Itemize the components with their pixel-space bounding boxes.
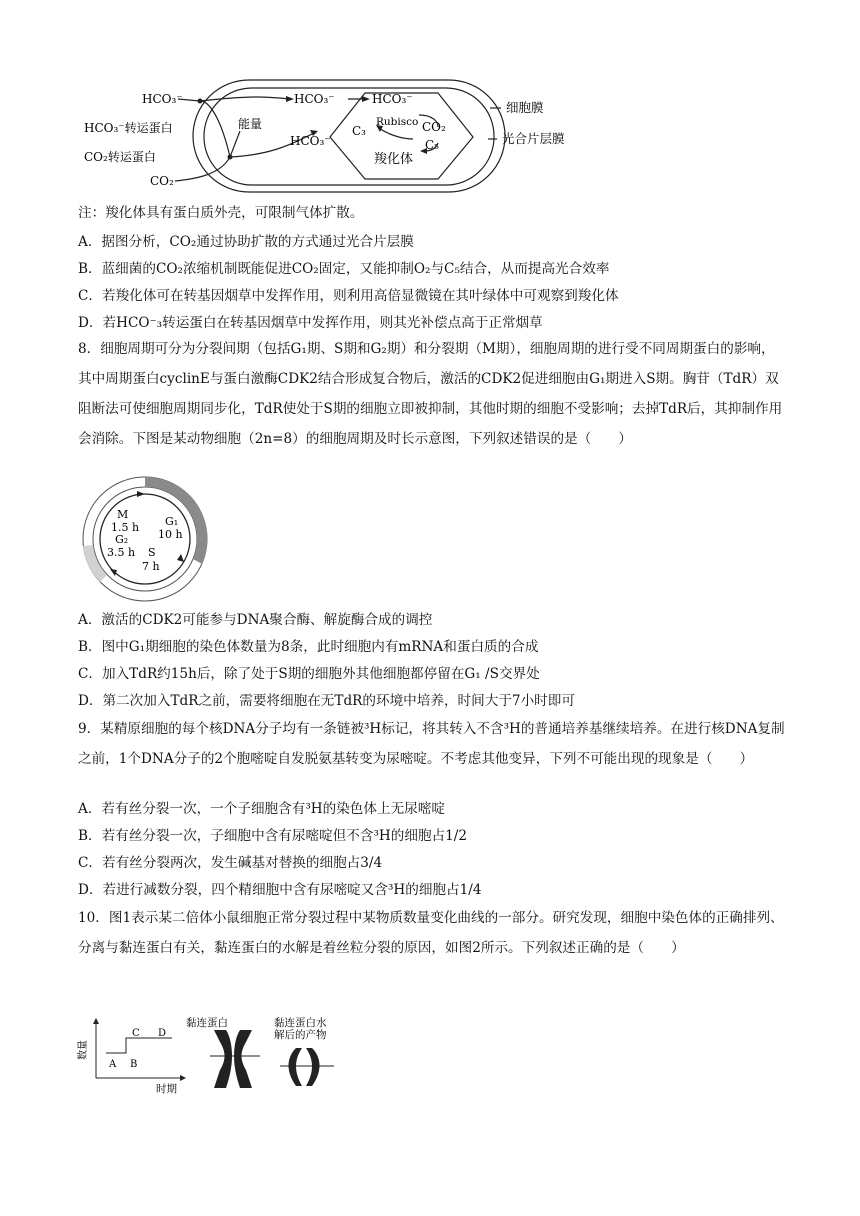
point-b-label: B (130, 1059, 138, 1070)
q9-option-d: D．若进行减数分裂，四个精细胞中含有尿嘧啶又含³H的细胞占1/4 (78, 882, 482, 898)
q9-stem: 9．某精原细胞的每个核DNA分子均有一条链被³H标记，将其转入不含³H的普通培养基继续培养。在进行核DNA复制之前，1个DNA分子的2个胞嘧啶自发脱氨基转变为尿嘧啶。不考虑其他变异，下列不可能出现的现象是（ ） (78, 721, 785, 767)
q7-option-c: C．若羧化体可在转基因烟草中发挥作用，则利用高倍显微镜在其叶绿体中可观察到羧化体 (78, 288, 619, 304)
cohesin-label: 黏连蛋白 (186, 1017, 228, 1029)
cohesin-product-label-line2: 解后的产物 (274, 1029, 327, 1041)
c5-label: C₅ (425, 138, 439, 152)
q9-option-c: C．若有丝分裂两次，发生碱基对替换的细胞占3/4 (78, 855, 383, 871)
thylakoid-membrane-outline (204, 88, 494, 185)
point-d-label: D (158, 1028, 167, 1039)
point-a-label: A (109, 1059, 117, 1070)
q9-option-b: B．若有丝分裂一次，子细胞中含有尿嘧啶但不含³H的细胞占1/2 (78, 828, 468, 844)
separated-chromatids (289, 1048, 320, 1086)
hco3-transporter-label: HCO₃⁻转运蛋白 (84, 121, 173, 135)
x-axis-label: 时期 (156, 1083, 177, 1095)
q7-option-a: A．据图分析，CO₂通过协助扩散的方式通过光合片层膜 (78, 234, 414, 250)
quantity-curve (106, 1038, 172, 1053)
m-phase-label: M (117, 508, 129, 521)
point-c-label: C (132, 1028, 140, 1039)
energy-label: 能量 (238, 117, 263, 131)
hco3-thylakoid-label: HCO₃⁻ (290, 134, 331, 148)
q9-option-a: A．若有丝分裂一次，一个子细胞含有³H的染色体上无尿嘧啶 (78, 801, 445, 817)
co2-transporter-label: CO₂转运蛋白 (84, 150, 156, 164)
cohesin-product-label-line1: 黏连蛋白水 (274, 1017, 327, 1029)
m-phase-time: 1.5 h (111, 521, 140, 534)
q7-option-b: B．蓝细菌的CO₂浓缩机制既能促进CO₂固定，又能抑制O₂与C₅结合，从而提高光合效率 (78, 261, 610, 277)
g1-phase-time: 10 h (158, 528, 183, 541)
g2-phase-label: G₂ (115, 533, 129, 546)
q7-option-d: D．若HCO⁻₃转运蛋白在转基因烟草中发挥作用，则其光补偿点高于正常烟草 (78, 315, 543, 331)
thylakoid-membrane-label: 光合片层膜 (502, 131, 565, 146)
s-phase-time: 7 h (142, 560, 160, 573)
co2-outside-label: CO₂ (150, 174, 174, 188)
s-phase-label: S (148, 546, 156, 559)
g2-phase-time: 3.5 h (107, 546, 136, 559)
hco3-outside-label: HCO₃⁻ (142, 92, 183, 106)
c3-label: C₃ (352, 124, 366, 138)
rubisco-label: Rubisco (376, 116, 419, 128)
chromosome-with-cohesin (214, 1030, 252, 1088)
q10-figure (74, 1016, 344, 1096)
q8-option-c: C．加入TdR约15h后，除了处于S期的细胞外其他细胞都停留在G₁ /S交界处 (78, 666, 540, 682)
y-axis-label: 数量 (78, 1040, 89, 1060)
q8-option-d: D．第二次加入TdR之前，需要将细胞在无TdR的环境中培养，时间大于7小时即可 (78, 693, 575, 709)
co2-carboxysome-label: CO₂ (422, 120, 446, 134)
hco3-carboxysome-label: HCO₃⁻ (372, 92, 413, 106)
q10-stem: 10．图1表示某二倍体小鼠细胞正常分裂过程中某物质数量变化曲线的一部分。研究发现，细胞中染色体的正确排列、分离与黏连蛋白有关，黏连蛋白的水解是着丝粒分裂的原因，如图2所示。下列叙述正确的是（ ） (78, 910, 784, 956)
q8-stem: 8．细胞周期可分为分裂间期（包括G₁期、S期和G₂期）和分裂期（M期），细胞周期的进行受不同周期蛋白的影响，其中周期蛋白cyclinE与蛋白激酶CDK2结合形成复合物后，激活的CDK2促进细胞由G₁期进入S期。胸苷（TdR）双阻断法可使细胞周期同步化，TdR使处于S期的细胞立即被抑制，其他时期的细胞不受影响；去掉TdR后，其抑制作用会消除。下图是某动物细胞（2n=8）的细胞周期及时长示意图，下列叙述错误的是（ ） (78, 341, 783, 447)
q8-option-a: A．激活的CDK2可能参与DNA聚合酶、解旋酶合成的调控 (78, 612, 433, 628)
q7-note: 注：羧化体具有蛋白质外壳，可限制气体扩散。 (78, 205, 364, 221)
cell-membrane-label: 细胞膜 (506, 100, 544, 115)
hco3-cytoplasm-label: HCO₃⁻ (294, 92, 335, 106)
carboxysome-label: 羧化体 (374, 152, 414, 167)
cell-membrane-outline (193, 80, 505, 192)
q8-option-b: B．图中G₁期细胞的染色体数量为8条，此时细胞内有mRNA和蛋白质的合成 (78, 639, 539, 655)
g1-phase-label: G₁ (165, 515, 179, 528)
cell-cycle-diagram (80, 474, 210, 604)
co2-concentrating-figure (80, 75, 580, 200)
